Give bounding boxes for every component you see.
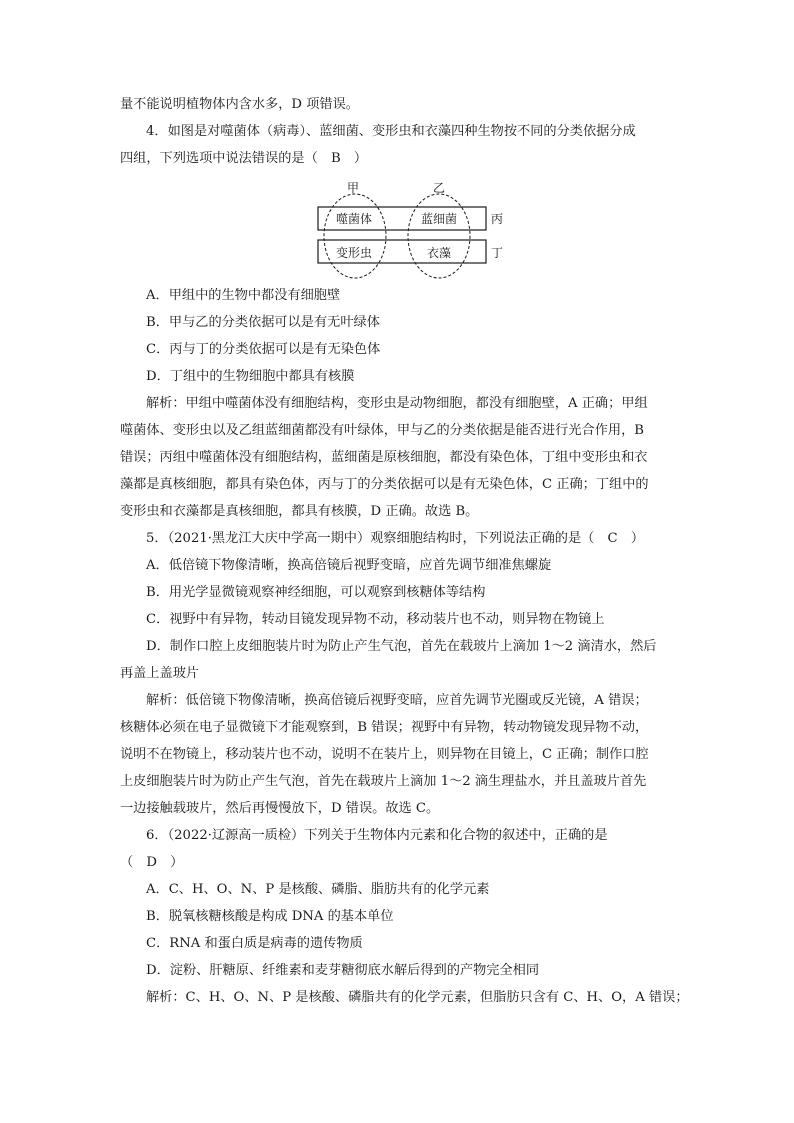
text-line: 量不能说明植物体内含水多，D 项错误。 bbox=[120, 97, 359, 112]
option-b: B．脱氧核糖核酸是构成 DNA 的基本单位 bbox=[146, 909, 394, 924]
label-ding: 丁 bbox=[491, 246, 504, 260]
analysis-line: 解析：甲组中噬菌体没有细胞结构，变形虫是动物细胞，都没有细胞壁，A 正确；甲组 bbox=[146, 396, 648, 411]
option-b: B．甲与乙的分类依据可以是有无叶绿体 bbox=[146, 315, 380, 330]
group-jia-ellipse bbox=[324, 194, 386, 278]
group-yi-ellipse bbox=[408, 194, 470, 278]
option-c: C．RNA 和蛋白质是病毒的遗传物质 bbox=[146, 936, 363, 951]
group-bing-box bbox=[318, 207, 486, 230]
group-ding-box bbox=[318, 240, 486, 263]
cell-chlamydomonas: 衣藻 bbox=[427, 246, 452, 260]
question-6-answer: （ D ） bbox=[120, 855, 184, 870]
analysis-line: 错误；丙组中噬菌体没有细胞结构，蓝细菌是原核细胞，都没有染色体，丁组中变形虫和衣 bbox=[120, 450, 648, 465]
option-c: C．丙与丁的分类依据可以是有无染色体 bbox=[146, 342, 381, 357]
analysis-line: 解析：低倍镜下物像清晰，换高倍镜后视野变暗，应首先调节光圈或反光镜，A 错误； bbox=[146, 693, 648, 708]
cell-amoeba: 变形虫 bbox=[336, 246, 373, 260]
analysis-line: 藻都是真核细胞，都具有染色体，丙与丁的分类依据可以是有无染色体，C 正确；丁组中的 bbox=[120, 477, 649, 492]
analysis-line: 一边接触载玻片，然后再慢慢放下，D 错误。故选 C。 bbox=[120, 801, 440, 816]
analysis-line: 噬菌体、变形虫以及乙组蓝细菌都没有叶绿体，甲与乙的分类依据是能否进行光合作用，B bbox=[120, 423, 644, 438]
option-d-cont: 再盖上盖玻片 bbox=[120, 666, 200, 681]
label-yi: 乙 bbox=[433, 181, 446, 195]
cell-bacteriophage: 噬菌体 bbox=[336, 212, 373, 226]
question-4-stem: 4．如图是对噬菌体（病毒）、蓝细菌、变形虫和衣藻四种生物按不同的分类依据分成 bbox=[146, 124, 636, 139]
option-a: A．C、H、O、N、P 是核酸、磷脂、脂肪共有的化学元素 bbox=[146, 882, 490, 897]
option-d: D．丁组中的生物细胞中都具有核膜 bbox=[146, 369, 355, 384]
option-d: D．淀粉、肝糖原、纤维素和麦芽糖彻底水解后得到的产物完全相同 bbox=[146, 963, 540, 978]
question-6-stem: 6．（2022·辽源高一质检）下列关于生物体内元素和化合物的叙述中，正确的是 bbox=[146, 828, 608, 843]
question-5-stem: 5．（2021·黑龙江大庆中学高一期中）观察细胞结构时，下列说法正确的是（ C ） bbox=[146, 531, 645, 546]
option-d: D．制作口腔上皮细胞装片时为防止产生气泡，首先在载玻片上滴加 1～2 滴清水，然后 bbox=[146, 639, 657, 654]
question-4-stem-cont: 四组，下列选项中说法错误的是（ B ） bbox=[120, 151, 368, 166]
option-b: B．用光学显微镜观察神经细胞，可以观察到核糖体等结构 bbox=[146, 585, 486, 600]
option-a: A．低倍镜下物像清晰，换高倍镜后视野变暗，应首先调节细准焦螺旋 bbox=[146, 558, 552, 573]
label-jia: 甲 bbox=[347, 181, 360, 195]
analysis-line: 上皮细胞装片时为防止产生气泡，首先在载玻片上滴加 1～2 滴生理盐水，并且盖玻片首先 bbox=[120, 774, 647, 789]
analysis-line: 核糖体必须在电子显微镜下才能观察到，B 错误；视野中有异物，转动物镜发现异物不动， bbox=[120, 720, 649, 735]
cell-cyanobacteria: 蓝细菌 bbox=[421, 212, 458, 226]
option-a: A．甲组中的生物中都没有细胞壁 bbox=[146, 288, 341, 303]
label-bing: 丙 bbox=[491, 212, 504, 226]
analysis-line: 说明不在物镜上，移动装片也不动，说明不在装片上，则异物在目镜上，C 正确；制作口腔 bbox=[120, 747, 649, 762]
analysis-line: 解析：C、H、O、N、P 是核酸、磷脂共有的化学元素，但脂肪只含有 C、H、O，A 错误； bbox=[146, 990, 689, 1005]
analysis-line: 变形虫和衣藻都是真核细胞，都具有核膜，D 正确。故选 B。 bbox=[120, 504, 479, 519]
option-c: C．视野中有异物，转动目镜发现异物不动，移动装片也不动，则异物在物镜上 bbox=[146, 612, 605, 627]
